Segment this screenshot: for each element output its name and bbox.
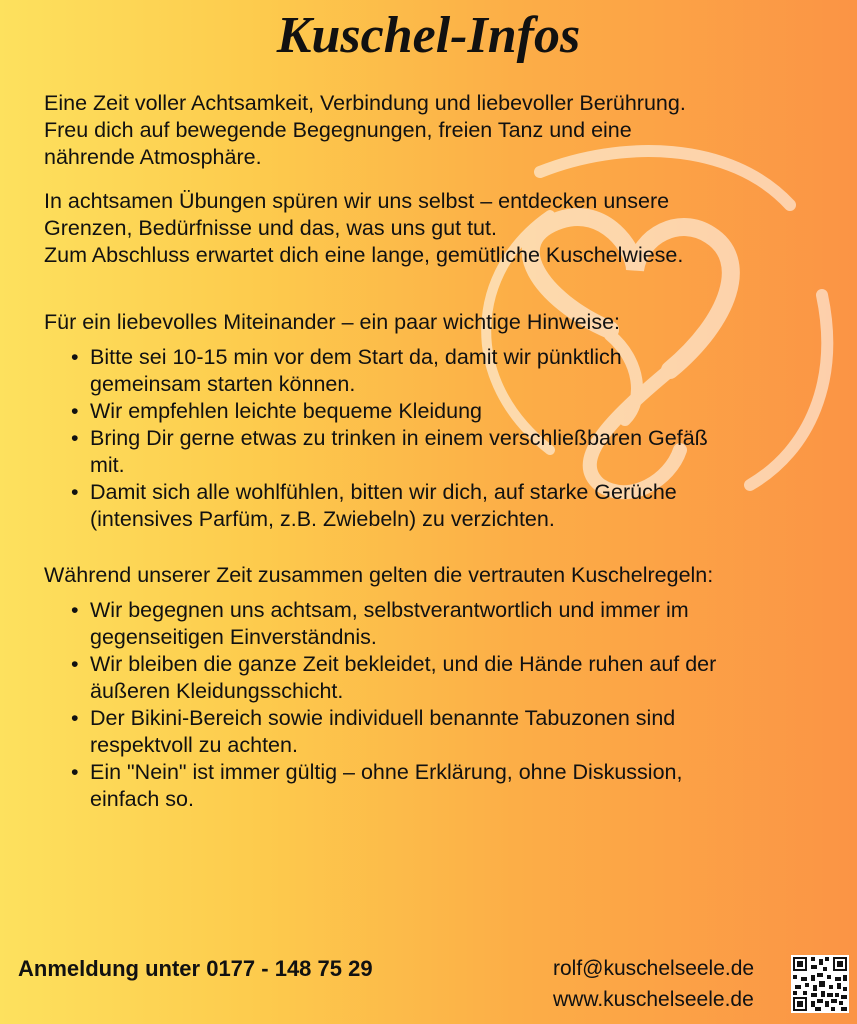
exercises-line: In achtsamen Übungen spüren wir uns selbst – entdecken unsere: [44, 189, 670, 213]
list-item: [90, 479, 844, 533]
main-content: [44, 90, 844, 813]
list-item-line: (intensives Parfüm, z.B. Zwiebeln) zu verzichten.: [90, 507, 555, 531]
list-item-line: • Wir bleiben die ganze Zeit bekleidet, und die Hände ruhen auf der: [90, 652, 717, 676]
hints-list: [44, 344, 844, 533]
list-item: [90, 651, 844, 705]
list-item: [90, 705, 844, 759]
list-item-line: einfach so.: [90, 787, 194, 811]
list-item-line: • Bring Dir gerne etwas zu trinken in einem verschließbaren Gefäß: [90, 426, 708, 450]
intro-line: Freu dich auf bewegende Begegnungen, freien Tanz und eine: [44, 118, 632, 142]
page-title: Kuschel-Infos: [276, 7, 581, 64]
contact-block: [553, 953, 754, 1015]
list-item-line: respektvoll zu achten.: [90, 733, 298, 757]
exercises-line: Grenzen, Bedürfnisse und das, was uns gut tut.: [44, 216, 497, 240]
registration-phone: Anmeldung unter 0177 - 148 75 29: [18, 956, 373, 981]
qr-code-icon: [791, 955, 849, 1013]
intro-line: nährende Atmosphäre.: [44, 145, 262, 169]
list-item-line: gegenseitigen Einverständnis.: [90, 625, 377, 649]
list-item-line: mit.: [90, 453, 125, 477]
rules-list: [44, 597, 844, 813]
list-item-line: • Wir empfehlen leichte bequeme Kleidung: [90, 399, 483, 423]
list-item: [90, 344, 844, 398]
list-item-line: • Wir begegnen uns achtsam, selbstverantwortlich und immer im: [90, 598, 689, 622]
exercises-paragraph: [44, 188, 844, 269]
intro-paragraph: [44, 90, 844, 171]
list-item: [90, 425, 844, 479]
exercises-line: Zum Abschluss erwartet dich eine lange, gemütliche Kuschelwiese.: [44, 243, 684, 267]
hints-heading: Für ein liebevolles Miteinander – ein paar wichtige Hinweise:: [44, 310, 621, 334]
rules-heading: Während unserer Zeit zusammen gelten die vertrauten Kuschelregeln:: [44, 563, 714, 587]
list-item-line: • Damit sich alle wohlfühlen, bitten wir dich, auf starke Gerüche: [90, 480, 677, 504]
list-item-line: • Ein "Nein" ist immer gültig – ohne Erklärung, ohne Diskussion,: [90, 760, 683, 784]
list-item: [90, 759, 844, 813]
list-item-line: • Bitte sei 10-15 min vor dem Start da, damit wir pünktlich: [90, 345, 622, 369]
list-item-line: äußeren Kleidungsschicht.: [90, 679, 344, 703]
intro-line: Eine Zeit voller Achtsamkeit, Verbindung und liebevoller Berührung.: [44, 91, 686, 115]
list-item: [90, 398, 844, 425]
website-link[interactable]: www.kuschelseele.de: [553, 988, 754, 1011]
list-item-line: gemeinsam starten können.: [90, 372, 356, 396]
list-item-line: • Der Bikini-Bereich sowie individuell benannte Tabuzonen sind: [90, 706, 676, 730]
list-item: [90, 597, 844, 651]
email-link[interactable]: rolf@kuschelseele.de: [553, 957, 755, 980]
